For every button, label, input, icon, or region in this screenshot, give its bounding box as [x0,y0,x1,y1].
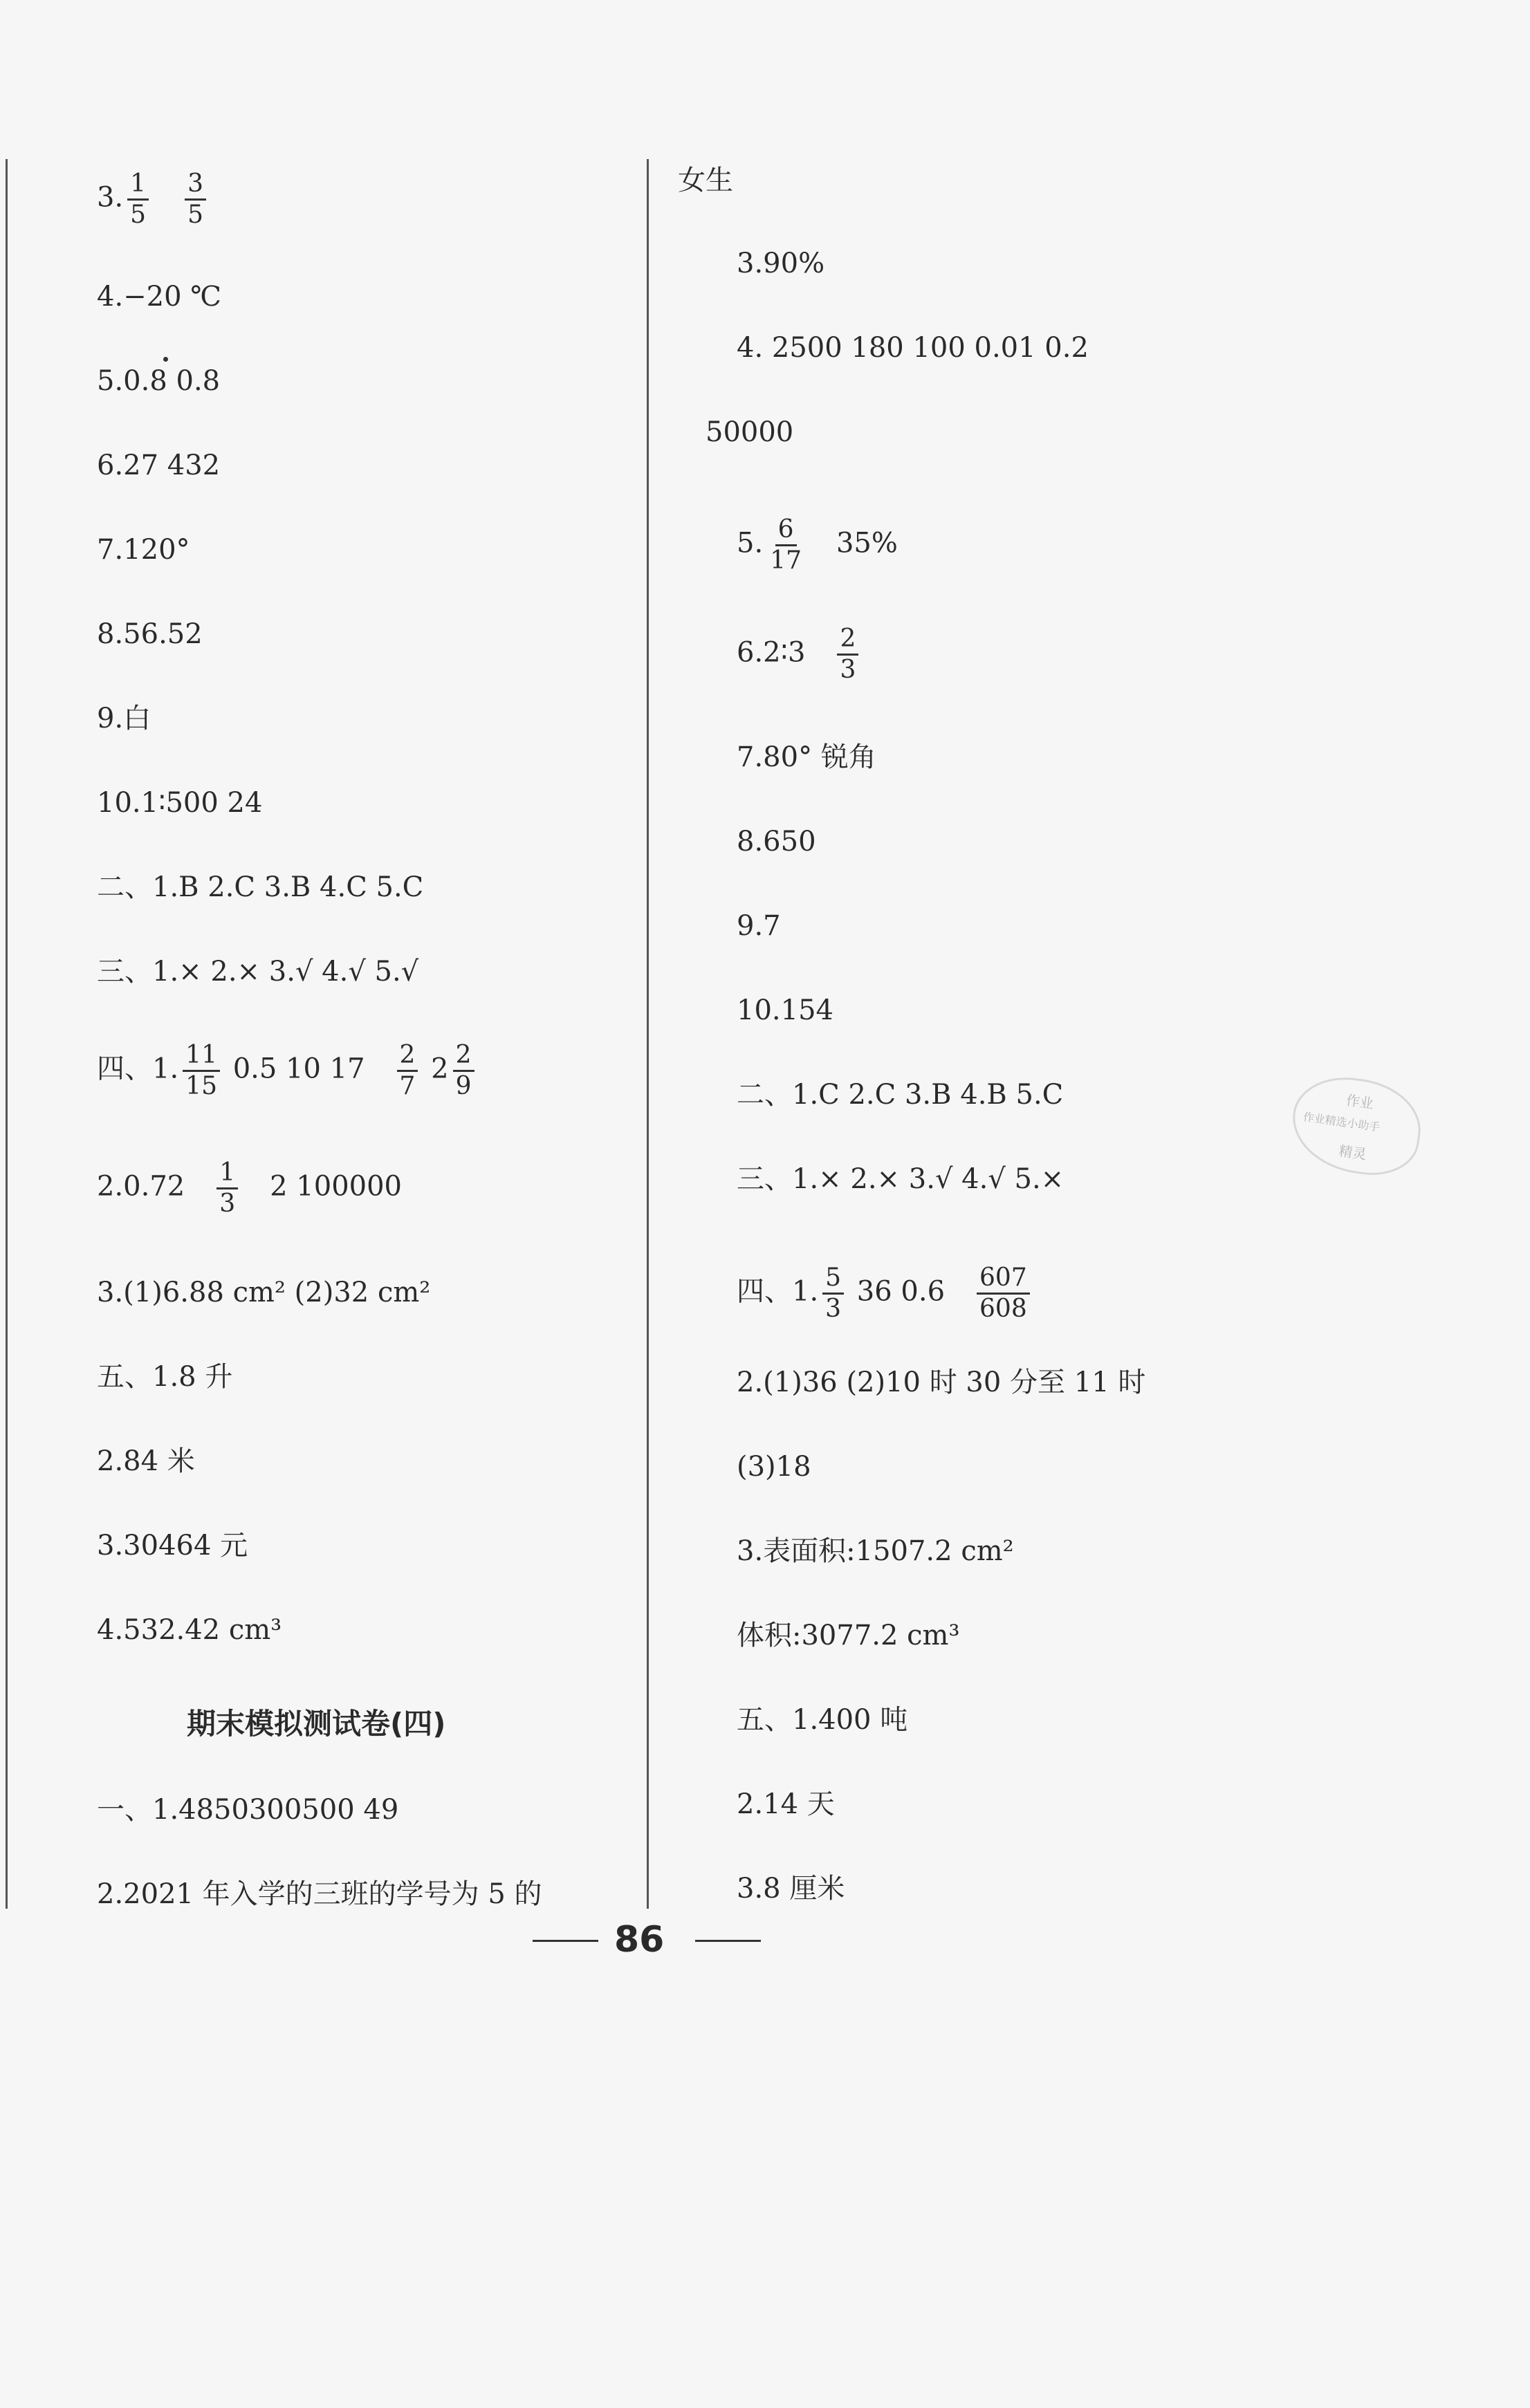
answer-line: 5.0.8 0.8 [97,365,221,397]
answer-line: 三、1.× 2.× 3.√ 4.√ 5.× [737,1163,1064,1195]
column-divider [647,159,649,1909]
answer-line: 3.表面积:1507.2 cm² [737,1535,1014,1567]
fraction: $\frac{2}{9}$ [453,1041,474,1101]
answer-line: 五、1.400 吨 [737,1704,908,1736]
fraction: $\frac{1}{3}$ [216,1158,238,1219]
answer-line: 7.80° 锐角 [737,741,876,773]
answer-line: 三、1.× 2.× 3.√ 4.√ 5.√ [97,956,419,988]
answer-line: 一、1.4850300500 49 [97,1794,399,1826]
answer-line: 3.8 厘米 [737,1873,845,1905]
left-margin-rule [6,159,8,1909]
answer-line: 3.90% [737,248,825,279]
watermark-stamp: 作业 作业精选小助手 精灵 [1286,1071,1426,1182]
fraction: $\frac{2}{7}$ [397,1041,418,1101]
answer-line: 二、1.B 2.C 3.B 4.C 5.C [97,871,424,903]
answer-line: 8.56.52 [97,618,203,650]
footer-dash-left [533,1940,598,1942]
page-footer [533,1919,761,1961]
answer-line: 4. 2500 180 100 0.01 0.2 [737,332,1089,364]
answer-line: 10.1∶500 24 [97,787,263,819]
answer-line: 50000 [706,416,794,448]
answer-line: 6.2∶3 $\frac{2}{3}$ [737,624,863,685]
answer-line: 3.30464 元 [97,1530,248,1562]
answer-line: 五、1.8 升 [97,1361,233,1393]
footer-dash-right [695,1940,761,1942]
answer-line: 7.120° [97,534,190,566]
fraction: $\frac{1}{5}$ [127,169,149,230]
fraction: $\frac{3}{5}$ [185,169,206,230]
answer-line: 四、1. $\frac{5}{3}$ 36 0.6 $\frac{607}{608}$ [737,1263,1034,1324]
fraction: $\frac{5}{3}$ [822,1263,844,1324]
answer-line: 9.白 [97,703,151,734]
answer-line: 4.532.42 cm³ [97,1614,282,1646]
answer-line: 2.84 米 [97,1445,195,1477]
fraction: $\frac{607}{608}$ [977,1263,1030,1324]
answer-line: 女生 [678,165,733,196]
answer-line: 6.27 432 [97,450,221,481]
answer-line: 四、1. $\frac{11}{15}$ 0.5 10 17 $\frac{2}{7}$ 2 $\frac{2}{9}$ [97,1041,479,1101]
answer-line: 2.(1)36 (2)10 时 30 分至 11 时 [737,1367,1146,1398]
answer-line: 2.14 天 [737,1788,835,1820]
repeating-decimal-dot [163,357,168,362]
answer-line: 体积:3077.2 cm³ [737,1620,960,1651]
answer-line: 二、1.C 2.C 3.B 4.B 5.C [737,1079,1064,1111]
answer-line: 9.7 [737,910,781,942]
fraction: $\frac{11}{15}$ [183,1041,220,1101]
answer-line: 2.0.72 $\frac{1}{3}$ 2 100000 [97,1158,402,1218]
fraction: $\frac{6}{17}$ [770,515,802,575]
answer-line: 3.(1)6.88 cm² (2)32 cm² [97,1277,431,1308]
answer-line: 4.−20 ℃ [97,281,222,313]
item-number: 3. [97,181,124,214]
section-title: 期末模拟测试卷(四) [187,1707,446,1741]
answer-line: (3)18 [737,1451,811,1483]
answer-line [97,169,210,230]
answer-line: 10.154 [737,994,833,1026]
fraction: $\frac{2}{3}$ [837,624,858,685]
answer-line: 5. $\frac{6}{17}$ 35% [737,515,898,575]
answer-line: 2.2021 年入学的三班的学号为 5 的 [97,1878,542,1910]
answer-line: 8.650 [737,826,816,858]
page-number: 86 [614,1919,665,1961]
